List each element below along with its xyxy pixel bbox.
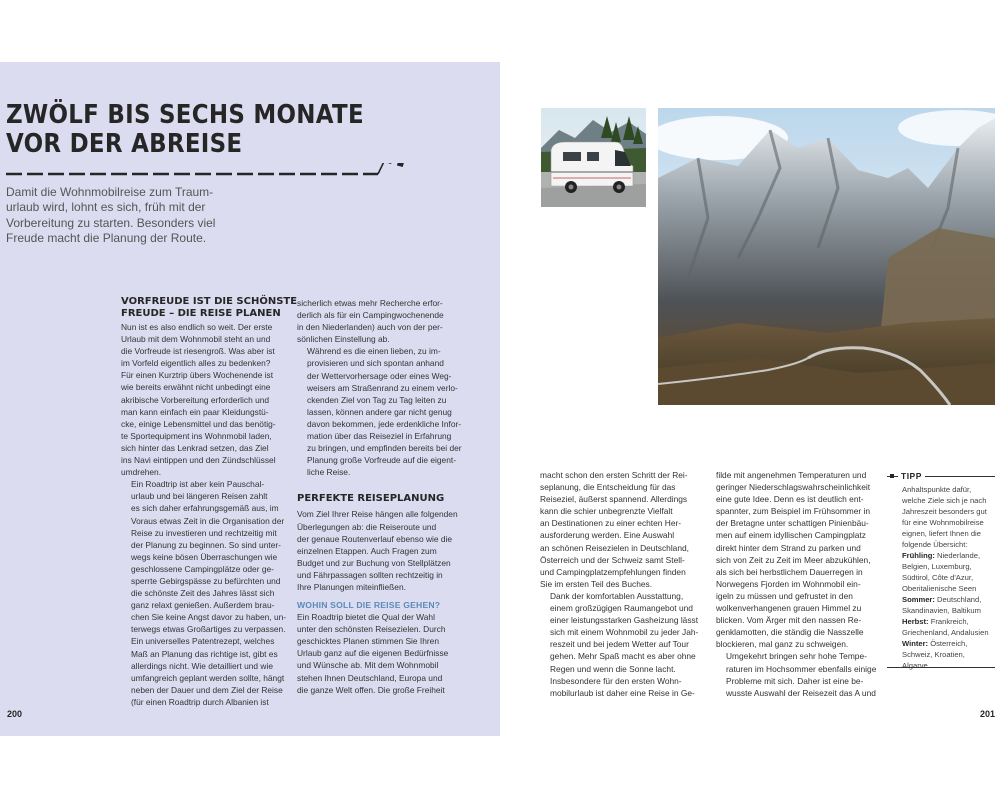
page-title-line: VOR DER ABREISE — [6, 129, 243, 159]
text-line: kann die schier unbegrenzte Vielfalt — [540, 506, 673, 517]
paragraph — [716, 650, 886, 698]
text-line: gehen. Mehr Spaß macht es aber ohne — [550, 651, 696, 662]
page-number-left: 200 — [7, 709, 23, 719]
text-line: provisieren und sich spontan anhand — [307, 358, 444, 369]
text-line: an schönen Reisezielen in Deutschland, — [540, 542, 689, 553]
paragraph — [716, 469, 886, 650]
text-line: ckenden Ziel von Tag zu Tag leiten zu — [307, 394, 447, 405]
paragraph — [297, 345, 467, 478]
text-line: ausforderung werden. Eine Auswahl — [540, 530, 675, 541]
tipp-line: Griechenland, Andalusien — [902, 628, 989, 637]
text-line: einem großzügigen Raumangebot und — [550, 603, 693, 614]
text-line: Ihre Planungen miteinfließen. — [297, 581, 406, 592]
text-line: liche Reise. — [307, 467, 351, 478]
text-line: für eine Wohnmobilreise — [902, 518, 984, 527]
mountain-landscape-photo — [658, 108, 995, 405]
intro-line: Damit die Wohnmobilreise zum Traum- — [6, 185, 214, 199]
text-line: Vom Ziel Ihrer Reise hängen alle folgenden — [297, 509, 458, 520]
text-line: Jahreszeit besonders gut — [902, 507, 987, 516]
paragraph — [540, 590, 710, 675]
section-heading-vorfreude — [121, 296, 298, 320]
text-line: Ein universelles Patentrezept, welches — [131, 636, 275, 647]
motorhome-photo — [541, 108, 646, 207]
tipp-line: Südtirol, Côte d'Azur, — [902, 573, 974, 582]
tipp-season-line — [902, 638, 998, 649]
text-line: Reise zu investieren und rechtzeitig mit — [131, 527, 277, 538]
heading-line: FREUDE – DIE REISE PLANEN — [121, 308, 281, 319]
page-number-right: 201 — [980, 709, 996, 719]
text-line: te Sportequipment ins Wohnmobil laden, — [121, 430, 272, 441]
text-line: Maß an Planung das richtige ist, gibt es — [131, 648, 278, 659]
text-line: man kann einfach ein paar Kleidungstü- — [121, 406, 269, 417]
text-line: cke, einige Lebensmittel und das benötig- — [121, 418, 276, 429]
text-line: sperrte Gebirgspässe zu befürchten und — [131, 575, 281, 586]
text-line: ins Navi eintippen und den Zündschlüssel — [121, 455, 276, 466]
text-line: neben der Dauer und dem Ziel der Reise — [131, 684, 283, 695]
text-line: seplanung, die Entscheidung für das — [540, 482, 676, 493]
text-line: welche Ziele sich je nach — [902, 496, 987, 505]
text-line: Nun ist es also endlich so weit. Der erste — [121, 322, 273, 332]
text-line: sicherlich etwas mehr Recherche erfor- — [297, 298, 443, 308]
text-line: Voraus etwas Zeit in die Organisation der — [131, 515, 285, 526]
tipp-marker-icon — [890, 474, 894, 478]
text-line: sönlichen Einstellung ab. — [297, 334, 390, 345]
text-line: der Bretagne unter schattigen Pinienbäu- — [716, 518, 869, 529]
text-line: men auf einem idyllischen Campingplatz — [716, 530, 866, 541]
text-line: lassen, können andere gar nicht genug — [307, 406, 452, 417]
heading-line: VORFREUDE IST DIE SCHÖNSTE — [121, 296, 298, 307]
text-line: Probleme mit sich. Daher ist eine be- — [726, 675, 864, 686]
season-label: Sommer: — [902, 595, 935, 604]
text-line: wusste Auswahl der Reisezeit das A und — [726, 687, 876, 698]
text-line: folgende Übersicht: — [902, 540, 968, 549]
text-line: und Fährpassagen sollten rechtzeitig in — [297, 569, 443, 580]
checkered-flag-icon — [385, 163, 413, 169]
text-line: mobilurlaub ist daher eine Reise in Ge- — [550, 687, 695, 698]
text-line: sich mit einem Wohnmobil zu jeder Jah- — [550, 627, 699, 638]
intro-line: Freude macht die Planung der Route. — [6, 230, 207, 245]
text-column-2 — [297, 297, 467, 696]
text-line: macht schon den ersten Schritt der Rei- — [540, 470, 688, 480]
text-line: stehen Ihnen Deutschland, Europa und — [297, 672, 443, 683]
text-line: im Vorfeld eigentlich alles zu bedenken? — [121, 358, 271, 369]
text-line: der Planung zu beginnen. So sind unter- — [131, 539, 281, 550]
tipp-season-line — [902, 616, 998, 627]
text-line: genklamotten, die ständig die Nasszelle — [716, 627, 864, 638]
text-line: der Wettervorhersage oder eines Weg- — [307, 370, 452, 381]
text-line: Sie im ersten Teil des Buches. — [540, 578, 653, 589]
text-line: es sich daher erfahrungsgemäß aus, im — [131, 503, 279, 514]
text-line: eine gute Idee. Denn es ist deutlich ent- — [716, 494, 864, 505]
text-line: Planung große Vorfreude auf die eigent- — [307, 455, 456, 466]
text-line: terwegs etwas Großartiges zu verpassen. — [131, 624, 286, 635]
text-line: in den Niederlanden) auch von der per- — [297, 322, 443, 333]
tipp-line: Skandinavien, Baltikum — [902, 606, 981, 615]
text-line: raturen im Hochsommer ebenfalls einige — [726, 663, 877, 674]
text-line: wegs keine bösen Überraschungen wie — [131, 551, 278, 562]
text-line: geringer Niederschlagswahrscheinlichkeit — [716, 482, 871, 493]
season-label: Frühling: — [902, 551, 935, 560]
season-text: Niederlande, — [934, 551, 981, 560]
tipp-line: Schweiz, Kroatien, — [902, 650, 965, 659]
text-line: akribische Vorbereitung erforderlich und — [121, 394, 270, 405]
text-line: umfangreich geplant werden sollte, hängt — [131, 672, 285, 683]
text-line: der genaue Routenverlauf ebenso wie die — [297, 533, 453, 544]
text-line: eignen, liefert Ihnen die — [902, 529, 981, 538]
text-line: filde mit angenehmen Temperaturen und — [716, 470, 867, 480]
text-line: Reiseziel, äußerst spannend. Allerdings — [540, 494, 688, 505]
text-line: Insbesondere für den ersten Wohn- — [550, 675, 682, 686]
text-line: Für einen Kurztrip übers Wochenende ist — [121, 370, 274, 381]
text-line: einer leistungsstarken Gasheizung lässt — [550, 615, 699, 626]
text-line: allerdings nicht. Wie detailliert und wie — [131, 660, 273, 671]
text-line: an Destinationen zu einer echten Her- — [540, 518, 682, 529]
season-text: Österreich, — [928, 639, 968, 648]
paragraph — [121, 478, 291, 635]
text-line: igeln zu müssen und gefrustet in den — [716, 590, 853, 601]
text-line: und Wünsche ab. Mit dem Wohnmobil — [297, 660, 439, 671]
text-line: spannter, zum Beispiel im Frühsommer in — [716, 506, 871, 517]
text-line: Umgekehrt bringen sehr hohe Tempe- — [726, 651, 867, 662]
text-column-1 — [121, 296, 298, 708]
text-line: blockieren, mal ganz zu schweigen. — [716, 639, 849, 650]
text-column-3 — [540, 469, 710, 699]
text-line: Ein Roadtrip ist aber kein Pauschal- — [131, 479, 265, 490]
text-line: direkt hinter dem Strand zu parken und — [716, 542, 861, 553]
season-label: Herbst: — [902, 617, 929, 626]
text-line: mation über das Reiseziel in Erfahrung — [307, 431, 452, 442]
text-line: Überlegungen ab: die Reiseroute und — [297, 521, 437, 532]
text-line: die ganze Welt offen. Die große Freiheit — [297, 684, 445, 695]
text-line: blicken. Vom Ärger mit den nassen Re- — [716, 615, 862, 626]
text-line: Anhaltspunkte dafür, — [902, 485, 972, 494]
tipp-intro — [902, 484, 998, 550]
page-title — [6, 101, 364, 159]
text-line: Regen und wenn die Sonne lacht. — [550, 663, 676, 674]
page-title-line: ZWÖLF BIS SECHS MONATE — [6, 100, 364, 130]
tipp-season-line — [902, 550, 998, 561]
text-line: ganz relaxt genießen. Außerdem brau- — [131, 600, 275, 611]
text-line: die Vorfreude ist riesengroß. Was aber ist — [121, 346, 275, 357]
text-line: wolkenverhangenen grauen Himmel zu — [716, 603, 862, 614]
text-line: Urlaub mit dem Wohnmobil steht an und — [121, 334, 271, 345]
text-line: geschicktes Planen stimmen Sie Ihren — [297, 636, 439, 647]
tipp-season-line — [902, 594, 998, 605]
paragraph — [121, 321, 291, 478]
text-column-4 — [716, 469, 886, 699]
text-line: Urlaub ganz auf die eigenen Bedürfnisse — [297, 648, 449, 659]
text-line: derlich als für ein Campingwochenende — [297, 310, 444, 321]
text-line: Norwegens Fjorden im Wohnmobil ein- — [716, 578, 861, 589]
tipp-header — [887, 470, 995, 482]
tipp-bottom-rule — [887, 667, 995, 668]
text-line: und Campingplatzempfehlungen finden — [540, 566, 686, 577]
text-line: chen Sie keine Angst davor zu haben, un- — [131, 612, 287, 623]
text-line: einzelnen Etappen. Auch Fragen zum — [297, 545, 437, 556]
intro-text — [6, 185, 251, 246]
paragraph — [540, 469, 710, 590]
section-heading-reiseplanung: PERFEKTE REISEPLANUNG — [297, 493, 445, 505]
text-line: (für einen Roadtrip durch Albanien ist — [131, 696, 269, 707]
text-line: umdrehen. — [121, 467, 162, 478]
intro-line: Vorbereitung zu starten. Besonders viel — [6, 215, 216, 230]
text-line: davon bekommen, jede erdenkliche Infor- — [307, 418, 462, 429]
season-label: Winter: — [902, 639, 929, 648]
text-line: Ein Roadtrip bietet die Qual der Wahl — [297, 612, 435, 623]
tipp-box — [902, 484, 998, 671]
text-line: wie bereits erwähnt nicht unbedingt eine — [121, 382, 271, 393]
tipp-line: Belgien, Luxemburg, — [902, 562, 972, 571]
text-line: unter den schönsten Reisezielen. Durch — [297, 624, 446, 635]
paragraph — [540, 675, 710, 699]
text-line: Österreich und der Schweiz samt Stell- — [540, 554, 685, 565]
text-line: die schönste Zeit des Jahres lässt sich — [131, 588, 275, 599]
tipp-label: TIPP — [898, 470, 925, 482]
season-text: Frankreich, — [928, 617, 969, 626]
text-line: Budget und zur Buchung von Stellplätzen — [297, 557, 451, 568]
subheading-reiseziel: WOHIN SOLL DIE REISE GEHEN? — [297, 600, 441, 611]
text-line: sich hinter das Lenkrad setzen, das Ziel — [121, 442, 269, 453]
paragraph — [297, 297, 467, 345]
text-line: weisers am Straßenrand zu einem verlo- — [307, 382, 458, 393]
text-line: Dank der komfortablen Ausstattung, — [550, 590, 684, 601]
paragraph — [297, 508, 467, 593]
text-line: geschlossene Campingplätze oder ge- — [131, 563, 274, 574]
paragraph — [297, 611, 467, 696]
paragraph — [121, 635, 291, 708]
tipp-line: Algarve — [902, 661, 928, 670]
intro-line: urlaub wird, lohnt es sich, früh mit der — [6, 200, 206, 215]
text-line: sich von Zeit zu Zeit im Meer abzukühlen, — [716, 554, 871, 565]
text-line: als sich bei herbstlichem Dauerregen in — [716, 566, 863, 577]
text-line: zu bringen, und empfinden bereits bei der — [307, 443, 462, 454]
season-text: Deutschland, — [934, 595, 982, 604]
text-line: Während es die einen lieben, zu im- — [307, 346, 441, 357]
tipp-line: Oberitalienische Seen — [902, 584, 977, 593]
text-line: reszeit und bei jedem Wetter auf Tour — [550, 639, 689, 650]
text-line: urlaub und bei längeren Reisen zahlt — [131, 491, 268, 502]
